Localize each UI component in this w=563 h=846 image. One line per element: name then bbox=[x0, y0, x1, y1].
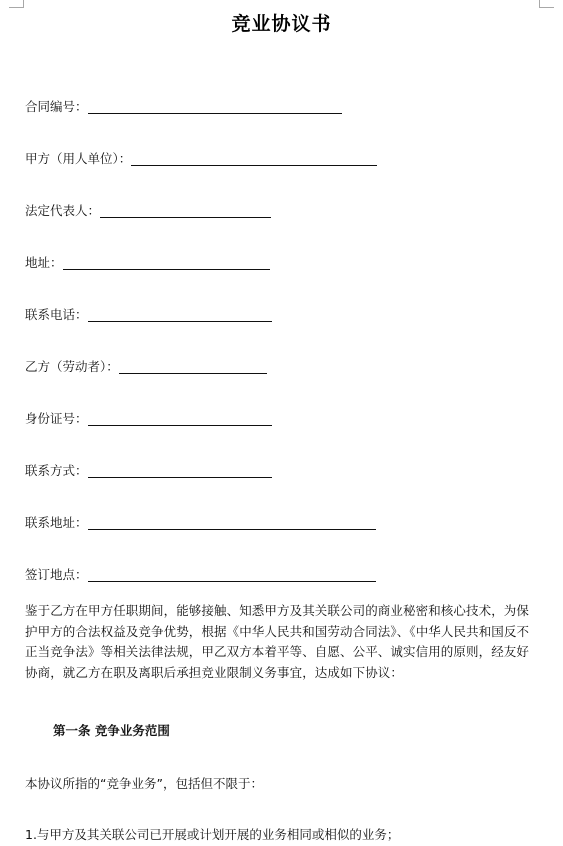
blank-line[interactable] bbox=[88, 101, 342, 114]
field-label: 甲方（用人单位）： bbox=[25, 151, 132, 166]
field-label: 身份证号： bbox=[25, 411, 88, 426]
party-a-field bbox=[25, 149, 377, 167]
blank-line[interactable] bbox=[63, 257, 270, 270]
article-1-heading: 第一条 竞争业务范围 bbox=[53, 723, 170, 738]
document-title: 竞业协议书 bbox=[231, 13, 332, 35]
field-label: 联系方式： bbox=[25, 463, 88, 478]
legal-representative-field bbox=[25, 201, 271, 219]
signing-place-field bbox=[25, 565, 376, 583]
blank-line[interactable] bbox=[88, 569, 376, 582]
blank-line[interactable] bbox=[119, 361, 267, 374]
field-label: 乙方（劳动者）： bbox=[25, 359, 119, 374]
field-label: 法定代表人： bbox=[25, 203, 101, 218]
address-field bbox=[25, 253, 270, 271]
blank-line[interactable] bbox=[88, 517, 376, 530]
phone-field bbox=[25, 305, 272, 323]
page-corner-mark-right bbox=[539, 0, 554, 8]
blank-line[interactable] bbox=[100, 205, 271, 218]
field-label: 地址： bbox=[25, 255, 63, 270]
field-label: 联系地址： bbox=[25, 515, 88, 530]
id-number-field bbox=[25, 409, 272, 427]
field-label: 合同编号： bbox=[25, 99, 88, 114]
blank-line[interactable] bbox=[131, 153, 377, 166]
contact-address-field bbox=[25, 513, 376, 531]
blank-line[interactable] bbox=[88, 413, 272, 426]
field-label: 签订地点： bbox=[25, 567, 88, 582]
article-1-intro: 本协议所指的“竞争业务”，包括但不限于： bbox=[25, 776, 263, 791]
party-b-field bbox=[25, 357, 267, 375]
preamble-paragraph: 鉴于乙方在甲方任职期间，能够接触、知悉甲方及其关联公司的商业秘密和核心技术，为保护甲方的合法权益及竞争优势，根据《中华人民共和国劳动合同法》、《中华人民共和国反不正当竞争法》等相关法律法规，甲乙双方本着平等、自愿、公平、诚实信用的原则，经友好协商，就乙方在职及离职后承担竞业限制义务事宜，达成如下协议： bbox=[25, 603, 530, 680]
field-label: 联系电话： bbox=[25, 307, 88, 322]
blank-line[interactable] bbox=[88, 465, 272, 478]
page-corner-mark-left bbox=[9, 0, 24, 8]
blank-line[interactable] bbox=[88, 309, 272, 322]
contact-method-field bbox=[25, 461, 272, 479]
article-1-item-1: 1.与甲方及其关联公司已开展或计划开展的业务相同或相似的业务； bbox=[25, 827, 400, 842]
contract-number-field bbox=[25, 97, 342, 115]
